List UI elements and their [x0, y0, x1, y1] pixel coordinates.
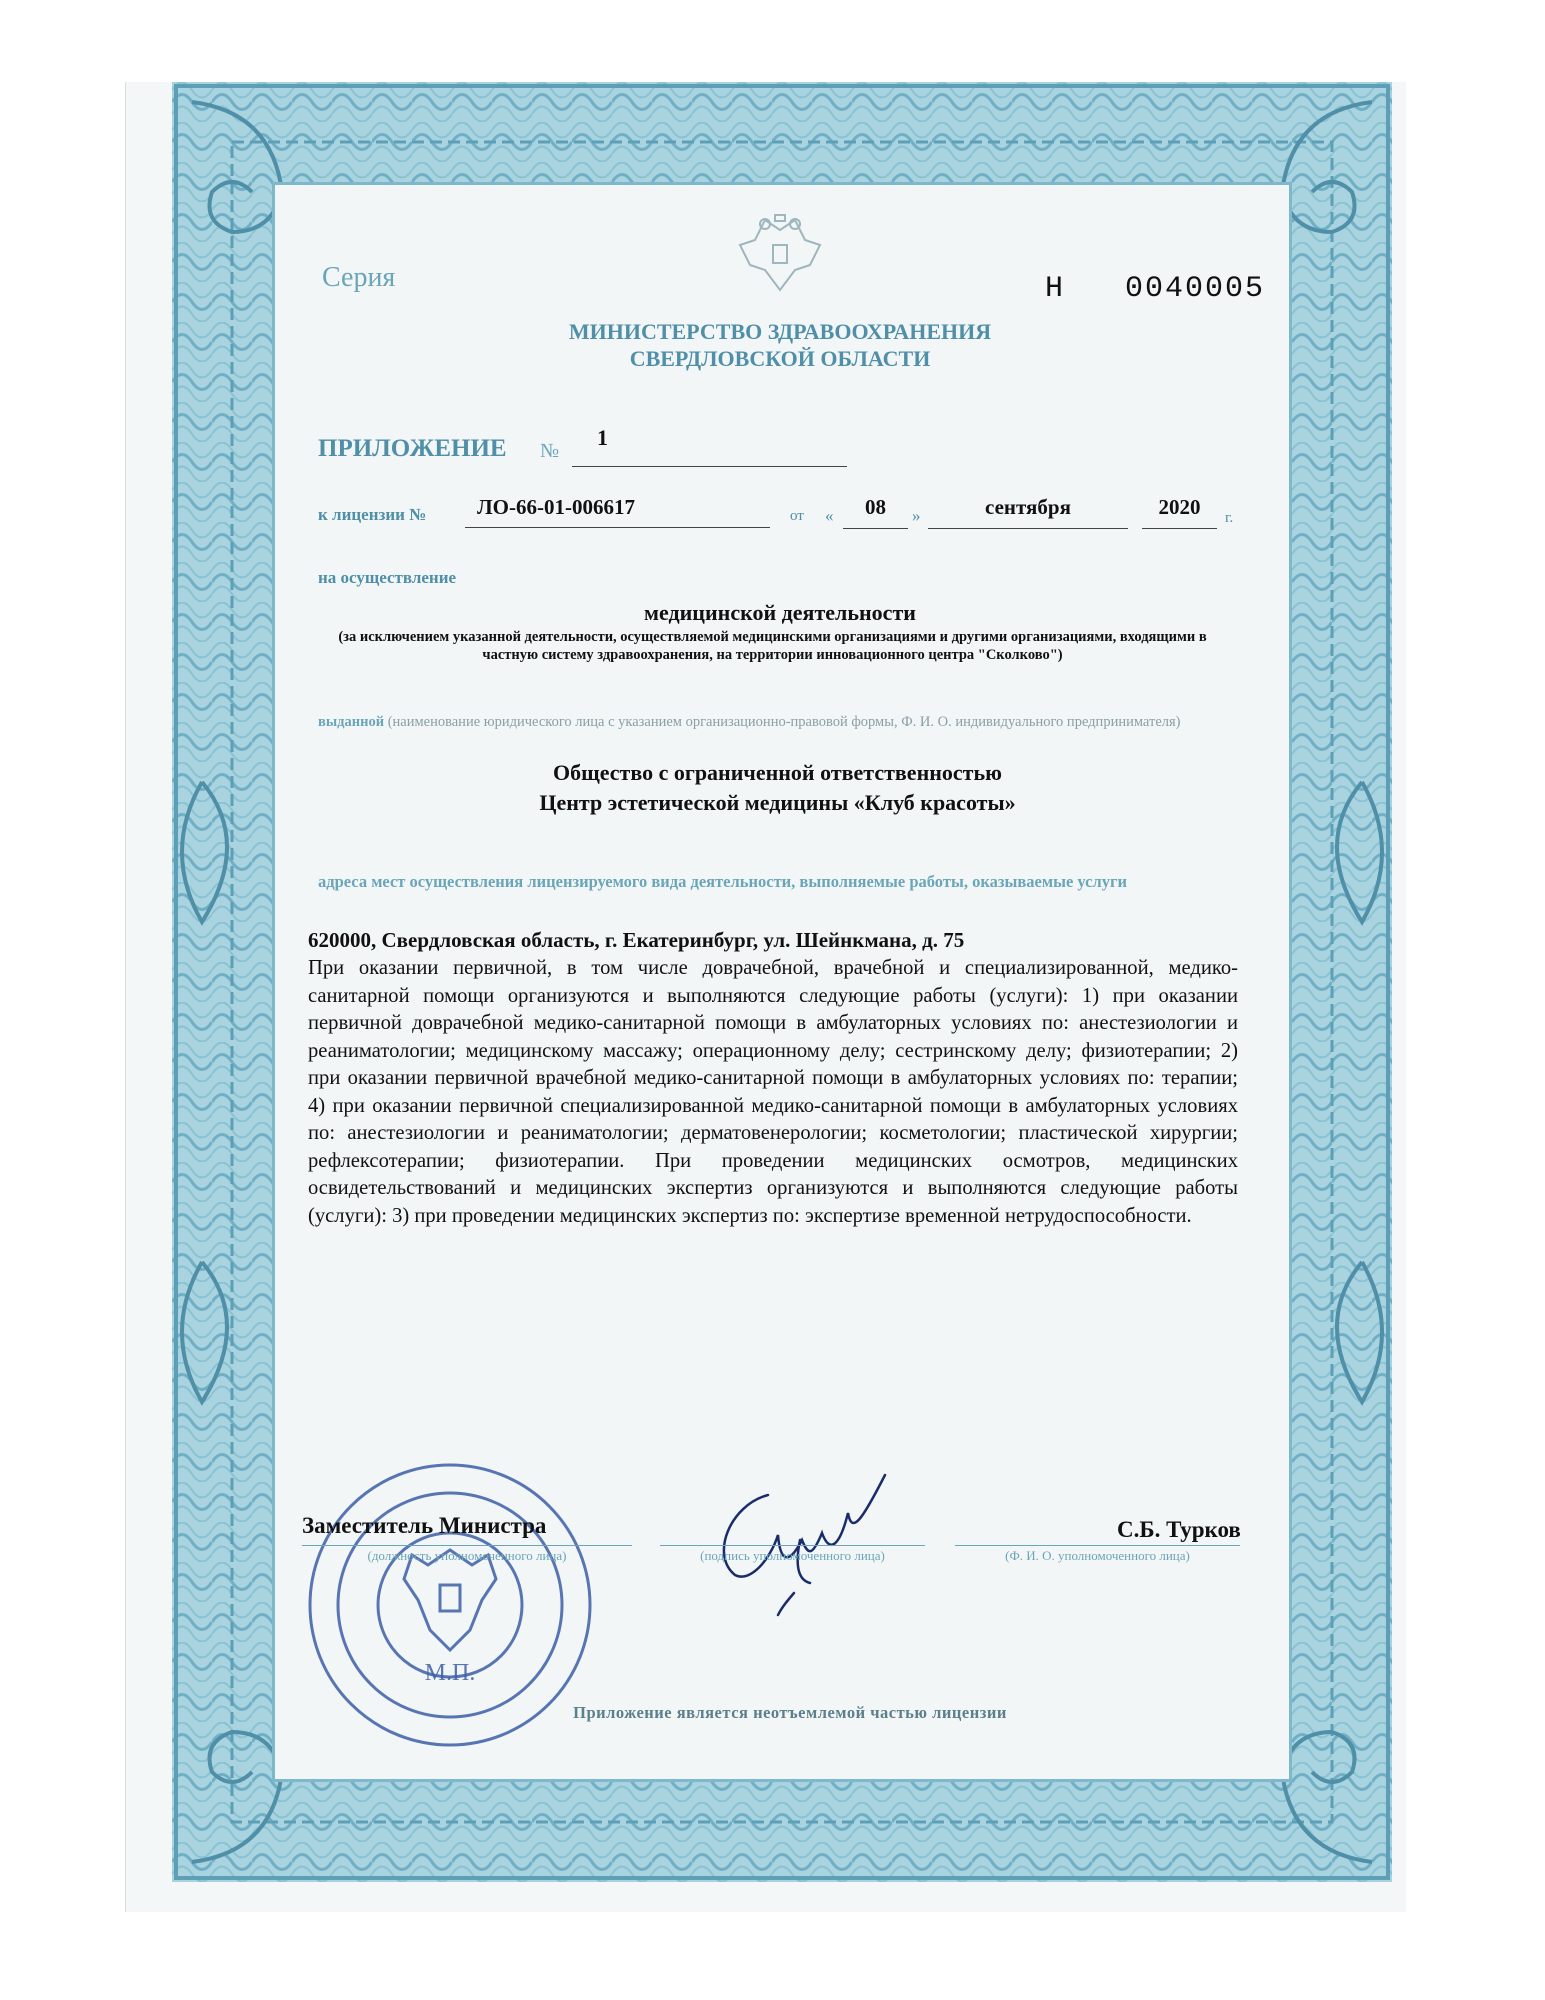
license-label: к лицензии № [318, 505, 427, 524]
license-month: сентября [928, 495, 1128, 529]
ministry-line-2: СВЕРДЛОВСКОЙ ОБЛАСТИ [629, 346, 931, 371]
appendix-label: ПРИЛОЖЕНИЕ [318, 435, 507, 462]
quote-open: « [825, 506, 834, 525]
license-year: 2020 [1142, 495, 1217, 529]
license-number: ЛО-66-01-006617 [465, 495, 770, 528]
activity-label: на осуществление [318, 568, 457, 587]
stamp-mp: М.П. [424, 1660, 476, 1686]
position-caption: (должность уполномоченного лица) [302, 1545, 632, 1564]
issued-note: (наименование юридического лица с указанием организационно-правовой формы, Ф. И. О. индивидуального предпринимателя) [387, 714, 1181, 730]
footer-note: Приложение является неотъемлемой частью лицензии [573, 1703, 1007, 1722]
address-value: 620000, Свердловская область, г. Екатеринбург, ул. Шейнкмана, д. 75 [308, 928, 965, 952]
from-label: от [790, 508, 804, 524]
issued-label: выданной [318, 714, 385, 730]
quote-close: » [912, 506, 921, 525]
name-caption: (Ф. И. О. уполномоченного лица) [955, 1545, 1240, 1564]
appendix-no-sign: № [540, 440, 560, 462]
activity-note: (за исключением указанной деятельности, осуществляемой медицинскими организациями и другими организациями, входящими в частную систему здравоохранения, на территории инновационного центра "Сколково") [338, 629, 1207, 663]
organization-line-1: Общество с ограниченной ответственностью [553, 760, 1002, 785]
license-day: 08 [843, 495, 908, 529]
organization-line-2: Центр эстетической медицины «Клуб красоты» [539, 790, 1016, 815]
organization-name [320, 758, 1235, 818]
year-suffix: г. [1225, 510, 1234, 526]
ministry-line-1: МИНИСТЕРСТВО ЗДРАВООХРАНЕНИЯ [568, 319, 992, 344]
signatory-position: Заместитель Министра [302, 1513, 547, 1538]
series-label: Серия [322, 262, 396, 293]
address-label: адреса мест осуществления лицензируемого вида деятельности, выполняемые работы, оказываемые услуги [318, 872, 1127, 891]
signatory-name: С.Б. Турков [1117, 1517, 1241, 1542]
signature-caption: (подпись уполномоченного лица) [660, 1545, 925, 1564]
activity-title: медицинской деятельности [644, 600, 916, 625]
appendix-number: 1 [572, 425, 847, 467]
issued-block [318, 714, 1233, 731]
coat-of-arms-icon [735, 210, 825, 305]
services-text: При оказании первичной, в том числе доврачебной, врачебной и специализированной, медико-санитарной помощи организуются и выполняются следующие работы (услуги): 1) при оказании первичной доврачебной медико-санитарной помощи в амбулаторных условиях по: анестезиологии и реаниматологии; медицинскому массажу; операционному делу; сестринскому делу; физиотерапии; 2) при оказании первичной врачебной медико-санитарной помощи в амбулаторных условиях по: терапии; 4) при оказании первичной специализированной медико-санитарной помощи в амбулаторных условиях по: анестезиологии и реаниматологии; дерматовенерологии; косметологии; пластической хирургии; рефлексотерапии; физиотерапии. При проведении медицинских осмотров, медицинских освидетельствований и медицинских экспертиз организуются и выполняются следующие работы (услуги): 3) при проведении медицинских экспертиз по: экспертизе временной нетрудоспособности. [308, 957, 1238, 1227]
ministry-title [500, 318, 1060, 372]
series-number: Н 0040005 [1045, 272, 1266, 306]
